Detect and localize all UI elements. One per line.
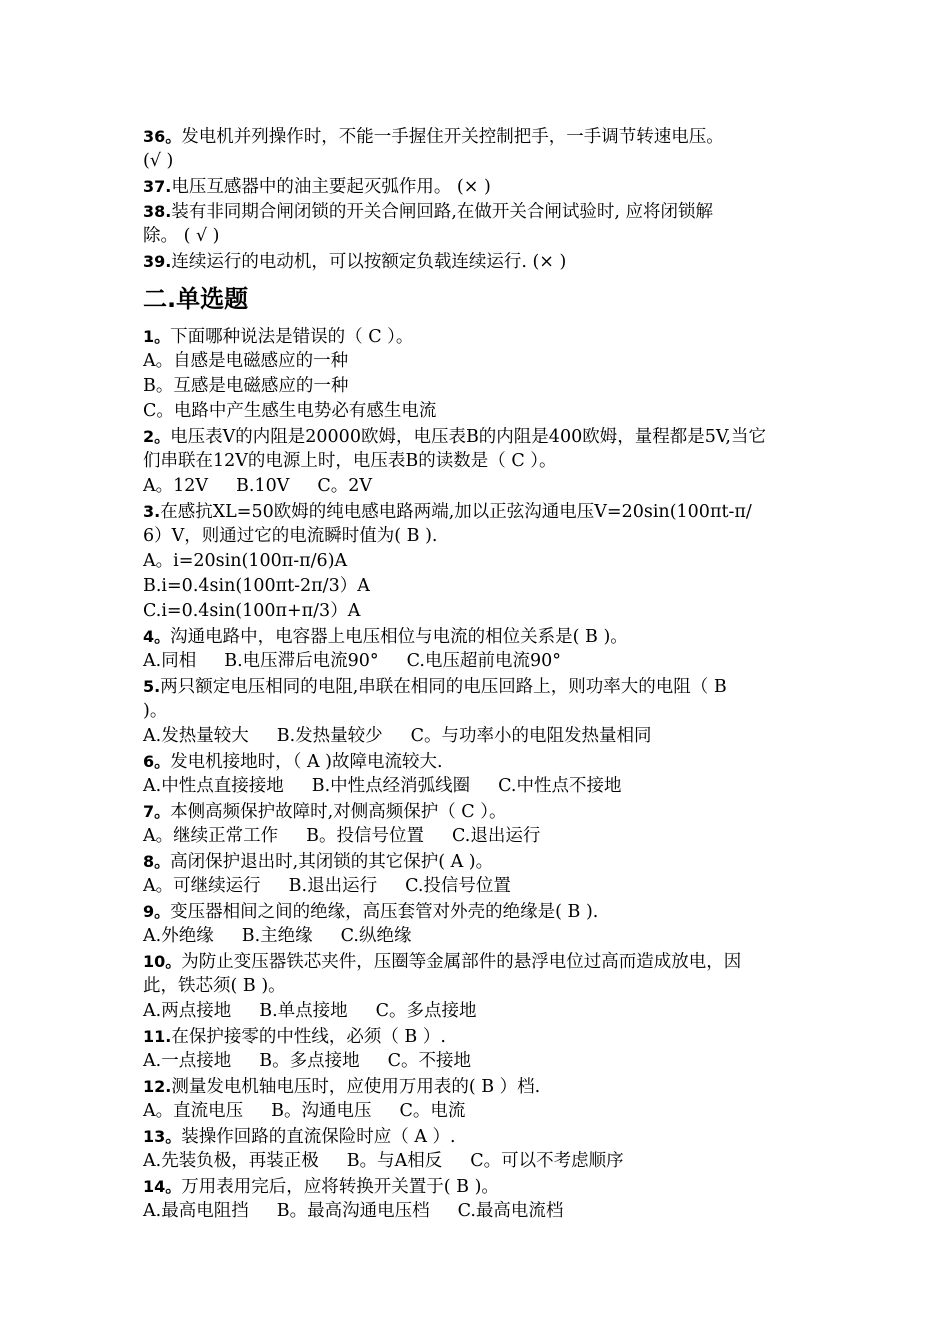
question-text: 变压器相间之间的绝缘，高压套管对外壳的绝缘是( B ). [170, 902, 599, 922]
question-line [143, 324, 823, 349]
question-number: 1。 [143, 327, 171, 346]
question-number: 9。 [143, 902, 171, 921]
options-line [143, 599, 823, 624]
question-continuation: 除。 ( √ ) [143, 226, 220, 246]
answer-option: C.i=0.4sin(100π+π/3）A [143, 601, 361, 621]
question-text: 沟通电路中，电容器上电压相位与电流的相位关系是( B )。 [170, 627, 628, 647]
question-line [143, 749, 823, 774]
question-text: 连续运行的电动机，可以按额定负载连续运行. (× ) [171, 252, 567, 272]
question-line [143, 124, 823, 149]
question-text: 电压表V的内阻是20000欧姆，电压表B的内阻是400欧姆，量程都是5V,当它 [170, 427, 766, 447]
question-line [143, 174, 823, 199]
question-number: 12. [143, 1077, 172, 1096]
question-line [143, 1024, 823, 1049]
question-line [143, 624, 823, 649]
answer-option: C.纵绝缘 [340, 926, 412, 946]
question-line [143, 1124, 823, 1149]
answer-option: C.电压超前电流90° [406, 651, 562, 671]
answer-option: B.退出运行 [288, 876, 378, 896]
answer-option: A。直流电压 [143, 1101, 244, 1121]
question-line [143, 1174, 823, 1199]
question-number: 5. [143, 677, 161, 696]
answer-option: C。与功率小的电阻发热量相同 [410, 726, 652, 746]
question-continuation: )。 [143, 701, 168, 721]
question-text: 本侧高频保护故障时,对侧高频保护（ C ）。 [170, 802, 507, 822]
question-number: 3. [143, 502, 161, 521]
question-text: 高闭保护退出时,其闭锁的其它保护( A )。 [170, 852, 494, 872]
question-line [143, 949, 823, 974]
question-line [143, 499, 823, 524]
answer-option: B.i=0.4sin(100πt-2π/3）A [143, 576, 370, 596]
answer-option: A。自感是电磁感应的一种 [143, 351, 349, 371]
question-number: 4。 [143, 627, 171, 646]
answer-option: B。投信号位置 [306, 826, 425, 846]
options-line [143, 649, 823, 674]
answer-option: B。与A相反 [346, 1151, 443, 1171]
question-text: 测量发电机轴电压时，应使用万用表的( B ）档. [171, 1077, 541, 1097]
answer-option: A.一点接地 [143, 1051, 232, 1071]
question-continuation: 6）V，则通过它的电流瞬时值为( B ). [143, 526, 438, 546]
question-text: 在感抗XL=50欧姆的纯电感电路两端,加以正弦沟通电压V=20sin(100πt-π/ [160, 502, 752, 522]
question-continuation: 此，铁芯须( B )。 [143, 976, 286, 996]
section-title: 二.单选题 [143, 285, 249, 313]
options-line [143, 474, 823, 499]
options-line [143, 824, 823, 849]
answer-option: A。i=20sin(100π-π/6)A [143, 551, 348, 571]
question-text: 在保护接零的中性线，必须（ B ）. [171, 1027, 446, 1047]
question-text: 装有非同期合闸闭锁的开关合闸回路,在做开关合闸试验时, 应将闭锁解 [171, 202, 714, 222]
answer-option: B。多点接地 [259, 1051, 360, 1071]
answer-option: C.最高电流档 [457, 1201, 564, 1221]
question-number: 13。 [143, 1127, 182, 1146]
question-line [143, 799, 823, 824]
options-line [143, 399, 823, 424]
question-number: 2。 [143, 427, 171, 446]
answer-option: C。电路中产生感生电势必有感生电流 [143, 401, 437, 421]
question-line [143, 249, 823, 274]
question-text: 装操作回路的直流保险时应（ A ）. [181, 1127, 456, 1147]
question-text: 发电机并列操作时，不能一手握住开关控制把手，一手调节转速电压。 [181, 127, 724, 147]
question-text: 发电机接地时，（ A )故障电流较大. [170, 752, 443, 772]
question-number: 14。 [143, 1177, 182, 1196]
answer-option: C。多点接地 [375, 1001, 477, 1021]
options-line [143, 374, 823, 399]
question-number: 10。 [143, 952, 182, 971]
question-number: 8。 [143, 852, 171, 871]
answer-option: B。互感是电磁感应的一种 [143, 376, 349, 396]
document-body [143, 124, 823, 1224]
answer-option: B.10V [236, 476, 290, 496]
answer-option: B.单点接地 [259, 1001, 348, 1021]
answer-option: B.电压滞后电流90° [224, 651, 379, 671]
question-continuation: (√ ) [143, 151, 174, 171]
answer-option: B.发热量较少 [276, 726, 383, 746]
question-number: 39. [143, 252, 172, 271]
options-line [143, 1049, 823, 1074]
question-line [143, 849, 823, 874]
answer-option: A.两点接地 [143, 1001, 232, 1021]
question-line [143, 899, 823, 924]
answer-option: A.先装负极，再装正极 [143, 1151, 319, 1171]
answer-option: C。可以不考虑顺序 [470, 1151, 624, 1171]
question-line [143, 424, 823, 449]
question-number: 38. [143, 202, 172, 221]
question-number: 37. [143, 177, 172, 196]
options-line [143, 1149, 823, 1174]
answer-option: A.最高电阻挡 [143, 1201, 249, 1221]
answer-option: C。不接地 [387, 1051, 471, 1071]
options-line [143, 549, 823, 574]
answer-option: A。可继续运行 [143, 876, 261, 896]
question-number: 36。 [143, 127, 182, 146]
answer-option: A。12V [143, 476, 209, 496]
question-text: 为防止变压器铁芯夹件，压圈等金属部件的悬浮电位过高而造成放电，因 [181, 952, 742, 972]
question-line [143, 1074, 823, 1099]
options-line [143, 874, 823, 899]
answer-option: A.同相 [143, 651, 197, 671]
answer-option: C.投信号位置 [405, 876, 511, 896]
question-text: 万用表用完后，应将转换开关置于( B )。 [181, 1177, 499, 1197]
answer-option: C。2V [317, 476, 373, 496]
answer-option: B。最高沟通电压档 [276, 1201, 430, 1221]
question-text: 下面哪种说法是错误的（ C ）。 [170, 327, 414, 347]
question-number: 7。 [143, 802, 171, 821]
question-continuation: 们串联在12V的电源上时，电压表B的读数是（ C ）。 [143, 451, 557, 471]
question-number: 11. [143, 1027, 172, 1046]
answer-option: B.中性点经消弧线圈 [311, 776, 471, 796]
answer-option: C.中性点不接地 [498, 776, 622, 796]
options-line [143, 774, 823, 799]
options-line [143, 724, 823, 749]
answer-option: A.发热量较大 [143, 726, 249, 746]
question-number: 6。 [143, 752, 171, 771]
options-line [143, 924, 823, 949]
options-line [143, 574, 823, 599]
answer-option: C。电流 [399, 1101, 466, 1121]
question-text: 电压互感器中的油主要起灭弧作用。 (× ) [171, 177, 491, 197]
options-line [143, 1199, 823, 1224]
options-line [143, 349, 823, 374]
question-line [143, 674, 823, 699]
answer-option: B。沟通电压 [271, 1101, 372, 1121]
answer-option: C.退出运行 [452, 826, 541, 846]
answer-option: A。继续正常工作 [143, 826, 279, 846]
question-text: 两只额定电压相同的电阻,串联在相同的电压回路上，则功率大的电阻（ B [160, 677, 727, 697]
answer-option: B.主绝缘 [241, 926, 313, 946]
answer-option: A.外绝缘 [143, 926, 214, 946]
answer-option: A.中性点直接接地 [143, 776, 284, 796]
question-line [143, 199, 823, 224]
options-line [143, 999, 823, 1024]
options-line [143, 1099, 823, 1124]
